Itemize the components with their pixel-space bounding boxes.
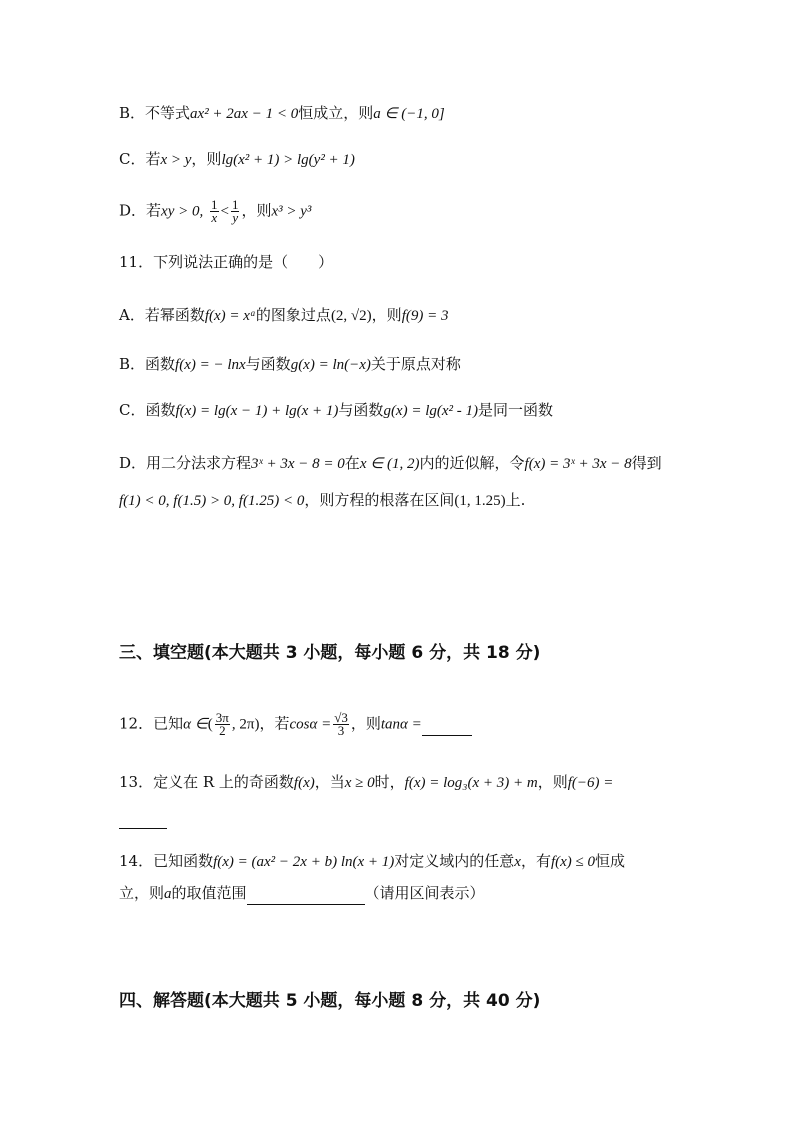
math-expr: < — [220, 203, 229, 220]
question-14 — [119, 850, 625, 873]
math-expr: cosα = — [289, 716, 332, 733]
math-expr: f(x) = lg(x − 1) + lg(x + 1) — [175, 403, 339, 419]
option-b-prev — [119, 102, 445, 125]
question-text: ，有 — [520, 852, 551, 870]
option-text: ，则方程的根落在区间 — [304, 491, 455, 509]
option-text: D．用二分法求方程 — [119, 454, 252, 472]
question-text: 时， — [374, 773, 405, 791]
math-expr: ( — [207, 716, 213, 733]
question-13 — [119, 771, 613, 794]
option-text: B．函数 — [119, 355, 176, 373]
fraction: $\frac{√3}{3}$ — [334, 710, 348, 738]
question-13-blank-line — [119, 806, 167, 829]
math-expr: f(x) = xᵃ — [204, 308, 256, 324]
question-11-option-a — [119, 304, 448, 327]
section-4-heading: 四、解答题(本大题共 5 小题，每小题 8 分，共 40 分) — [119, 991, 541, 1011]
fraction: $\frac{1}{x}$ — [211, 197, 218, 225]
option-text: C．若 — [119, 150, 161, 168]
question-11-stem — [119, 251, 333, 273]
math-expr: a ∈ (−1, 0] — [373, 106, 445, 122]
math-expr: f(−6) = — [567, 775, 614, 791]
question-text: ，当 — [314, 773, 345, 791]
option-d-prev — [119, 199, 311, 224]
question-text: 13．定义在 R 上的奇函数 — [119, 773, 294, 791]
question-text: 恒成 — [595, 852, 626, 870]
math-expr: , 2π) — [231, 716, 260, 733]
question-text: 的取值范围 — [171, 884, 247, 902]
math-expr: tanα = — [380, 716, 422, 733]
fraction: $\frac{3\pi}{2}$ — [215, 710, 229, 738]
math-expr: x ∈ (1, 2) — [359, 456, 420, 472]
option-text: 恒成立，则 — [298, 104, 374, 122]
answer-blank[interactable] — [422, 713, 472, 736]
question-11-option-d — [119, 452, 662, 475]
math-expr: xy > 0, — [161, 203, 204, 220]
question-text: 立，则 — [119, 884, 165, 902]
math-expr: x > y — [160, 152, 192, 168]
option-text: D．若 — [119, 201, 162, 220]
math-expr: f(x) = (ax² − 2x + b) ln(x + 1) — [213, 854, 395, 870]
question-text: ，则 — [350, 714, 381, 733]
math-expr: ax² + 2ax − 1 < 0 — [190, 106, 299, 122]
math-expr: x³ > y³ — [271, 203, 312, 220]
question-text: 14．已知函数 — [119, 852, 214, 870]
option-text: 是同一函数 — [478, 401, 554, 419]
option-text: 关于原点对称 — [370, 355, 461, 373]
option-text: 内的近似解，令 — [419, 454, 525, 472]
option-text: ，则 — [191, 150, 222, 168]
math-expr: α ∈ — [183, 716, 208, 733]
math-expr: (2, √2) — [330, 308, 372, 324]
question-text: 对定义域内的任意 — [394, 852, 515, 870]
math-expr: (1, 1.25) — [454, 493, 506, 509]
question-11-option-b — [119, 353, 461, 376]
question-text: ，若 — [259, 714, 290, 733]
option-text: 与函数 — [245, 355, 291, 373]
section-3-heading: 三、填空题(本大题共 3 小题，每小题 6 分，共 18 分) — [119, 643, 541, 663]
math-expr: f(x) ≤ 0 — [550, 854, 596, 870]
option-text: 在 — [344, 454, 360, 472]
math-expr: g(x) = ln(−x) — [290, 357, 371, 373]
option-text: A．若幂函数 — [119, 306, 205, 324]
option-text: B．不等式 — [119, 104, 191, 122]
question-text: 12．已知 — [119, 714, 184, 733]
option-c-prev — [119, 148, 355, 171]
math-expr: f(x) = 3ˣ + 3x − 8 — [524, 456, 632, 472]
math-expr: a — [164, 886, 172, 902]
math-expr: x — [514, 854, 521, 870]
option-text: 与函数 — [338, 401, 384, 419]
math-expr: f(9) = 3 — [401, 308, 449, 324]
fraction: $\frac{1}{y}$ — [231, 197, 239, 225]
answer-blank[interactable] — [119, 806, 167, 829]
math-expr: g(x) = lg(x² - 1) — [383, 403, 479, 419]
math-expr: f(x) — [293, 775, 315, 791]
question-text: ，则 — [537, 773, 568, 791]
option-text: ，则 — [371, 306, 402, 324]
answer-blank[interactable] — [247, 882, 365, 905]
question-11-option-d-cont — [119, 489, 525, 512]
question-12 — [119, 712, 472, 737]
option-text: C．函数 — [119, 401, 176, 419]
math-expr: 3ˣ + 3x − 8 = 0 — [251, 456, 345, 472]
question-text: 11．下列说法正确的是（ ） — [119, 253, 334, 271]
math-expr: f(1) < 0, f(1.5) > 0, f(1.25) < 0 — [119, 493, 305, 509]
math-expr: f(x) = − lnx — [175, 357, 246, 373]
math-expr: f(x) = log₃(x + 3) + m — [404, 775, 538, 791]
question-text: （请用区间表示） — [364, 884, 485, 902]
option-text: 得到 — [631, 454, 662, 472]
option-text: ，则 — [241, 201, 272, 220]
math-expr: x ≥ 0 — [344, 775, 375, 791]
question-14-cont — [119, 882, 485, 905]
math-expr: lg(x² + 1) > lg(y² + 1) — [221, 152, 355, 168]
option-text: 上. — [505, 491, 526, 509]
option-text: 的图象过点 — [255, 306, 331, 324]
question-11-option-c — [119, 399, 553, 422]
